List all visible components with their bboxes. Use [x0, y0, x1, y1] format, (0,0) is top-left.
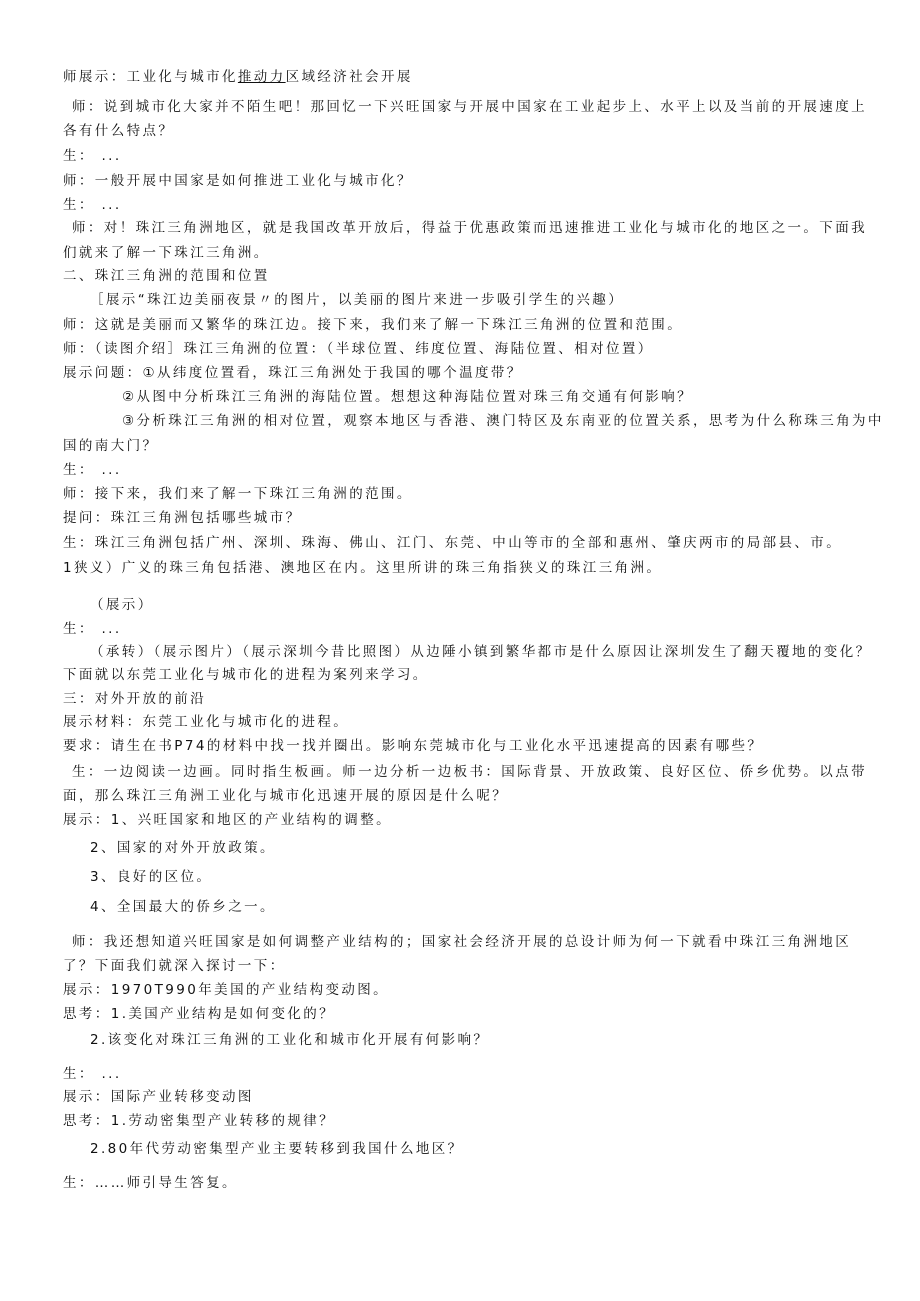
text-line: （承转）（展示图片）（展示深圳今昔比照图）从边陲小镇到繁华都市是什么原因让深圳发生了翻天覆地的变化？	[90, 644, 872, 660]
text-line: 展示：1、兴旺国家和地区的产业结构的调整。	[63, 812, 392, 828]
text-line: 生： ...	[63, 621, 122, 637]
text-line: 要求：请生在书P74的材料中找一找并圈出。影响东莞城市化与工业化水平迅速提高的因素有哪些？	[63, 738, 764, 754]
text-line: 生： ...	[63, 462, 122, 478]
text-line: 展示材料：东莞工业化与城市化的进程。	[63, 714, 350, 730]
text-line: 展示：国际产业转移变动图	[63, 1089, 254, 1105]
text-line: 师：（读图介绍］珠江三角洲的位置：（半球位置、纬度位置、海陆位置、相对位置）	[63, 341, 654, 357]
heading-suffix: 区域经济社会开展	[285, 69, 413, 85]
text-line: ③分析珠江三角洲的相对位置，观察本地区与香港、澳门特区及东南亚的位置关系，思考为什么称珠三角为中	[122, 413, 884, 429]
text-line: 生： ...	[63, 148, 122, 164]
text-line: 思考：1.美国产业结构是如何变化的？	[63, 1006, 336, 1022]
text-line: 生：……师引导生答复。	[63, 1175, 238, 1191]
text-line: 展示问题：①从纬度位置看，珠江三角洲处于我国的哪个温度带？	[63, 365, 523, 381]
text-line: 2.80年代劳动密集型产业主要转移到我国什么地区？	[90, 1141, 464, 1157]
text-line: 面，那么珠江三角洲工业化与城市化迅速开展的原因是什么呢？	[63, 788, 509, 804]
list-item: 3、良好的区位。	[90, 869, 213, 885]
text-line: ②从图中分析珠江三角洲的海陆位置。想想这种海陆位置对珠三角交通有何影响？	[122, 389, 694, 405]
section-heading: 二、珠江三角洲的范围和位置	[63, 268, 270, 284]
text-line: 师：接下来，我们来了解一下珠江三角洲的范围。	[63, 486, 413, 502]
heading-underlined: 推动力	[237, 69, 286, 85]
text-line: 师：对！珠江三角洲地区，就是我国改革开放后，得益于优惠政策而迅速推进工业化与城市化的地区之一。下面我	[72, 220, 867, 236]
text-line: 提问：珠江三角洲包括哪些城市？	[63, 510, 302, 526]
text-line: 展示：1970T990年美国的产业结构变动图。	[63, 982, 390, 998]
text-line: 师：我还想知道兴旺国家是如何调整产业结构的；国家社会经济开展的总设计师为何一下就看中珠江三角洲地区	[72, 934, 852, 950]
text-line: 2.该变化对珠江三角洲的工业化和城市化开展有何影响？	[90, 1032, 490, 1048]
text-line: 各有什么特点？	[63, 123, 175, 139]
heading-prefix: 师展示：工业化与城市化	[63, 69, 238, 85]
text-line: 1狭义）广义的珠三角包括港、澳地区在内。这里所讲的珠三角指狭义的珠江三角洲。	[63, 560, 663, 576]
section-heading	[63, 68, 413, 86]
text-line: 生：珠江三角洲包括广州、深圳、珠海、佛山、江门、东莞、中山等市的全部和惠州、肇庆两市的局部县、市。	[63, 535, 843, 551]
text-line: 生：一边阅读一边画。同时指生板画。师一边分析一边板书：国际背景、开放政策、良好区位、侨乡优势。以点带	[72, 764, 867, 780]
text-line: 生： ...	[63, 1066, 122, 1082]
text-line: 师：这就是美丽而又繁华的珠江边。接下来，我们来了解一下珠江三角洲的位置和范围。	[63, 317, 684, 333]
text-line: ［展示“珠江边美丽夜景〃的图片，以美丽的图片来进一步吸引学生的兴趣）	[90, 292, 625, 308]
text-line: 生： ...	[63, 197, 122, 213]
text-line: 们就来了解一下珠江三角洲。	[63, 245, 270, 261]
list-item: 4、全国最大的侨乡之一。	[90, 899, 276, 915]
text-line: 师：说到城市化大家并不陌生吧！那回忆一下兴旺国家与开展中国家在工业起步上、水平上以及当前的开展速度上	[72, 99, 867, 115]
list-item: 2、国家的对外开放政策。	[90, 840, 276, 856]
text-line: 了？下面我们就深入探讨一下：	[63, 958, 286, 974]
text-line: 下面就以东莞工业化与城市化的进程为案列来学习。	[63, 667, 429, 683]
text-line: （展示）	[90, 597, 154, 613]
text-line: 思考：1.劳动密集型产业转移的规律？	[63, 1113, 336, 1129]
text-line: 国的南大门？	[63, 438, 159, 454]
section-heading: 三：对外开放的前沿	[63, 691, 207, 707]
text-line: 师：一般开展中国家是如何推进工业化与城市化？	[63, 173, 413, 189]
